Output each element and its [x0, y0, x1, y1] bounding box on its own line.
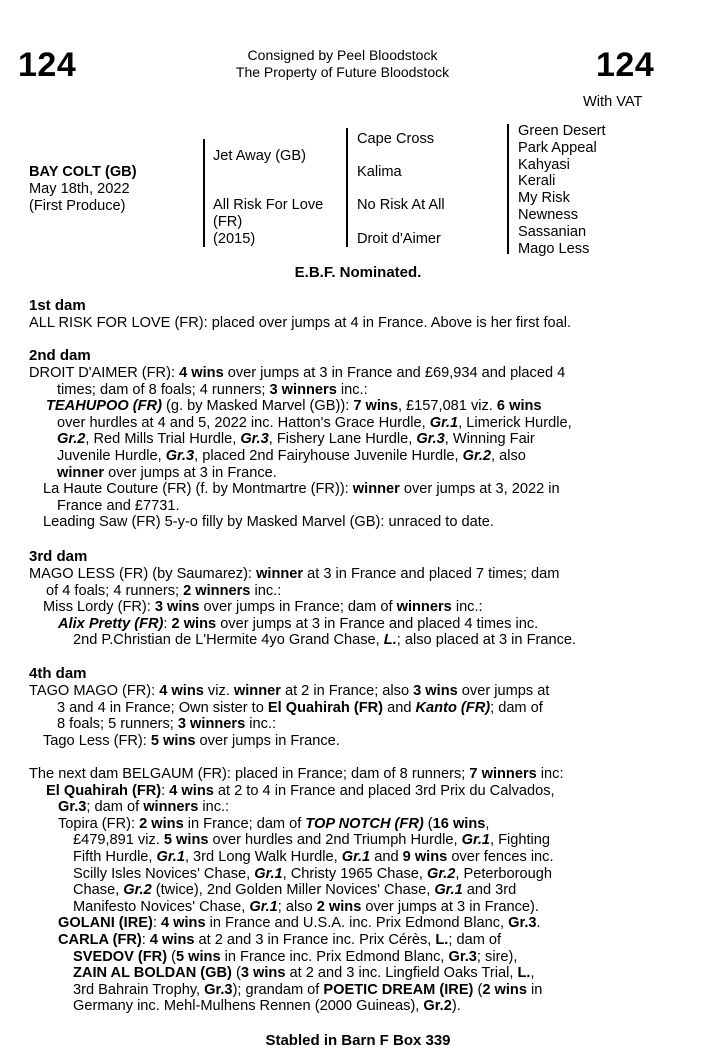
- horse-note: (First Produce): [29, 197, 126, 214]
- consignor-block: [190, 47, 495, 81]
- ancestor: Kerali: [518, 173, 556, 190]
- first-dam-text: ALL RISK FOR LOVE (FR): placed over jumps at 4 in France. Above is her first foal.: [29, 315, 572, 331]
- next-dam-text: The next dam BELGAUM (FR): placed in France; dam of 8 runners; 7 winners inc: El Quahirah (FR): 4 wins at 2 to 4 in France and placed 3rd Prix du Calvados, Gr.3; dam of winners inc.: Topira (FR): 2 wins in France; dam of TOP NOTCH (FR) (16 wins, £479,891 viz. 5 wins over hurdles and 2nd Triumph Hurdle, Gr.1, Fighting Fifth Hurdle, Gr.1, 3rd Long Walk Hurdle, Gr.1 and 9 wins over fences inc. Scilly Isles Novices' Chase, Gr.1, Christy 1965 Chase, Gr.2, Peterborough Chase, Gr.2 (twice), 2nd Golden Miller Novices' Chase, Gr.1 and 3rd Manifesto Novices' Chase, Gr.1; also 2 wins over jumps at 3 in France). GOLANI (IRE): 4 wins in France and U.S.A. inc. Prix Edmond Blanc, Gr.3. CARLA (FR): 4 wins at 2 and 3 in France inc. Prix Cérès, L.; dam of SVEDOV (FR) (5 wins in France inc. Prix Edmond Blanc, Gr.3; sire), ZAIN AL BOLDAN (GB) (3 wins at 2 and 3 inc. Lingfield Oaks Trial, L., 3rd Bahrain Trophy, Gr.3); grandam of POETIC DREAM (IRE) (2 wins in Germany inc. Mehl-Mulhens Rennen (2000 Guineas), Gr.2).: [29, 766, 564, 1015]
- pedigree-fourth-generation: [518, 123, 606, 257]
- fourth-dam-heading: 4th dam: [29, 665, 87, 682]
- third-dam-heading: 3rd dam: [29, 548, 88, 565]
- dam-name: All Risk For Love: [213, 197, 324, 213]
- ancestor: Sassanian: [518, 223, 587, 240]
- ancestor: Mago Less: [518, 240, 590, 257]
- property-line: The Property of Future Bloodstock: [235, 64, 450, 80]
- fourth-dam-text: TAGO MAGO (FR): 4 wins viz. winner at 2 in France; also 3 wins over jumps at 3 and 4 in France; Own sister to El Quahirah (FR) and Kanto (FR); dam of 8 foals; 5 runners; 3 winners inc.: Tago Less (FR): 5 wins over jumps in France.: [29, 683, 550, 749]
- vat-note: With VAT: [583, 94, 643, 110]
- pedigree-bracket-1: [203, 139, 205, 247]
- ancestor: My Risk: [518, 190, 570, 207]
- third-dam-text: MAGO LESS (FR) (by Saumarez): winner at 3 in France and placed 7 times; dam of 4 foals; 4 runners; 2 winners inc.: Miss Lordy (FR): 3 wins over jumps in France; dam of winners inc.: Alix Pretty (FR): 2 wins over jumps at 3 in France and placed 4 times inc. 2nd P.Christian de L'Hermite 4yo Grand Chase, L.; also placed at 3 in France.: [29, 566, 577, 649]
- pedigree-bracket-2: [346, 128, 348, 247]
- ancestor: Park Appeal: [518, 139, 597, 156]
- dam-year: (2015): [213, 230, 256, 247]
- ancestor: Green Desert: [518, 123, 606, 139]
- stabling-note: Stabled in Barn F Box 339: [265, 1032, 451, 1049]
- ancestor: Kahyasi: [518, 156, 570, 173]
- horse-details: [29, 164, 137, 214]
- lot-number-left: 124: [18, 46, 77, 84]
- pedigree-sire-sire: Cape Cross: [357, 131, 435, 147]
- lot-number-right: 124: [596, 46, 655, 84]
- horse-dob: May 18th, 2022: [29, 180, 130, 197]
- pedigree-bracket-3: [507, 124, 509, 254]
- dam-country: (FR): [213, 213, 243, 230]
- consignor-line: Consigned by Peel Bloodstock: [247, 47, 438, 63]
- first-dam-heading: 1st dam: [29, 297, 86, 314]
- pedigree-sire-dam: Kalima: [357, 164, 402, 180]
- ancestor: Newness: [518, 206, 579, 223]
- pedigree-sire: Jet Away (GB): [213, 148, 306, 164]
- second-dam-heading: 2nd dam: [29, 347, 91, 364]
- pedigree-dam: [213, 197, 323, 247]
- second-dam-text: DROIT D'AIMER (FR): 4 wins over jumps at 3 in France and £69,934 and placed 4 times; dam of 8 foals; 4 runners; 3 winners inc.: TEAHUPOO (FR) (g. by Masked Marvel (GB)): 7 wins, £157,081 viz. 6 wins over hurdles at 4 and 5, 2022 inc. Hatton's Grace Hurdle, Gr.1, Limerick Hurdle, Gr.2, Red Mills Trial Hurdle, Gr.3, Fishery Lane Hurdle, Gr.3, Winning Fair Juvenile Hurdle, Gr.3, placed 2nd Fairyhouse Juvenile Hurdle, Gr.2, also winner over jumps at 3 in France. La Haute Couture (FR) (f. by Montmartre (FR)): winner over jumps at 3, 2022 in France and £7731. Leading Saw (FR) 5-y-o filly by Masked Marvel (GB): unraced to date.: [29, 365, 572, 531]
- horse-title: BAY COLT (GB): [29, 164, 137, 180]
- pedigree-dam-sire: No Risk At All: [357, 197, 445, 213]
- ebf-nomination: E.B.F. Nominated.: [294, 264, 422, 281]
- pedigree-dam-dam: Droit d'Aimer: [357, 231, 441, 247]
